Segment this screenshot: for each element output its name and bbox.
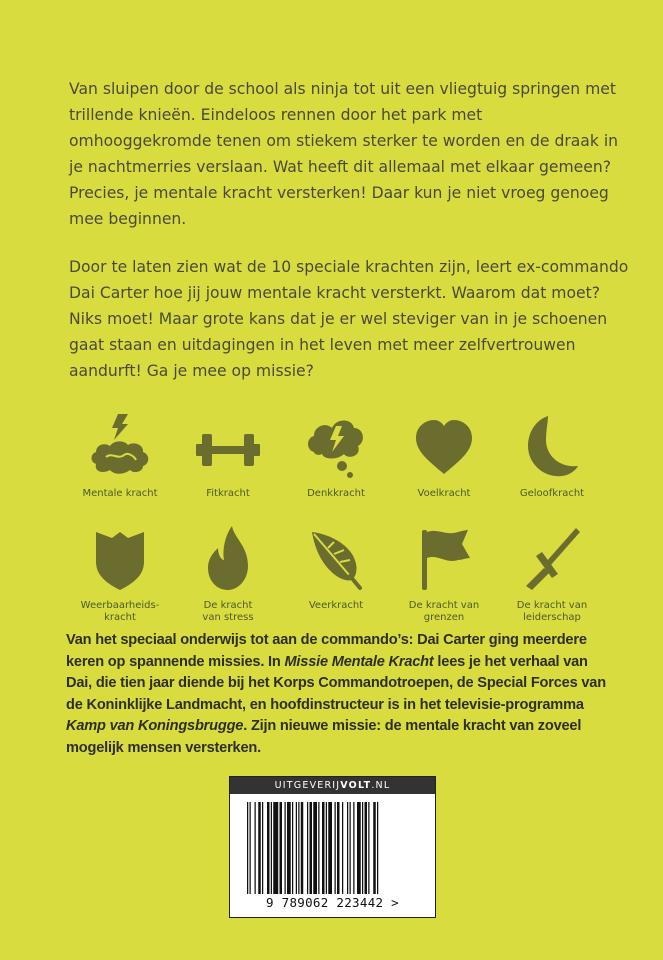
isbn-number: 9 789062 223442 > [265, 895, 400, 910]
barcode-bar [273, 802, 278, 894]
barcode-bar [342, 802, 343, 894]
barcode-bar [284, 802, 285, 894]
barcode-bar [325, 802, 326, 894]
barcode-bar [318, 802, 319, 894]
power-label: De kracht van grenzen [408, 600, 480, 623]
publisher-prefix: UITGEVERIJ [274, 780, 341, 791]
barcode-bar [258, 802, 261, 894]
publisher-suffix: .NL [371, 780, 391, 791]
barcode-bar [364, 802, 367, 894]
publisher-banner [230, 777, 435, 794]
power-label: De kracht van stress [202, 600, 254, 623]
barcode-bar [322, 802, 325, 894]
barcode-bar [267, 802, 270, 894]
power-veerkracht [282, 524, 390, 626]
feather-icon [304, 524, 368, 592]
barcode-bar [357, 802, 361, 894]
power-label: Denkkracht [307, 488, 365, 499]
power-label: Voelkracht [417, 488, 471, 499]
powers-grid [66, 412, 606, 626]
barcode-bar [249, 802, 250, 894]
tv-program-title: Kamp van Koningsbrugge [66, 718, 244, 735]
barcode-bar [349, 802, 350, 894]
dumbbell-icon [196, 412, 260, 480]
book-title: Missie Mentale Kracht [284, 653, 434, 670]
power-label: De kracht van leiderschap [516, 600, 588, 623]
flame-icon [196, 524, 260, 592]
barcode-bar [337, 802, 340, 894]
power-mentale-kracht [66, 412, 174, 514]
power-label: Weerbaarheids- kracht [80, 600, 160, 623]
barcode-bar [287, 802, 291, 894]
heart-icon [412, 412, 476, 480]
power-voelkracht [390, 412, 498, 514]
barcode-bar [279, 802, 282, 894]
barcode-bar [377, 802, 378, 894]
isbn-barcode-box [229, 776, 436, 918]
moon-icon [520, 412, 584, 480]
power-label: Fitkracht [206, 488, 250, 499]
power-geloofkracht [498, 412, 606, 514]
sword-icon [520, 524, 584, 592]
power-label: Mentale kracht [82, 488, 158, 499]
barcode-bar [328, 802, 332, 894]
barcode-bar [254, 802, 255, 894]
power-kracht-van-stress [174, 524, 282, 626]
power-weerbaarheidskracht [66, 524, 174, 626]
barcode-bar [307, 802, 308, 894]
barcode-bar [309, 802, 312, 894]
barcode-bar [362, 802, 363, 894]
barcode-bar [368, 802, 369, 894]
thought-cloud-icon [304, 412, 368, 480]
barcode-bars [243, 802, 423, 894]
flag-icon [412, 524, 476, 592]
publisher-name: VOLT [340, 780, 372, 791]
barcode-bar [270, 802, 271, 894]
barcode-bar [262, 802, 263, 894]
power-label: Geloofkracht [519, 488, 585, 499]
shield-icon [88, 524, 152, 592]
blurb-text-1: Van het speciaal onderwijs tot aan de commando’s: Dai Carter ging meerdere keren op spannende missies. In [66, 632, 587, 670]
power-kracht-van-leiderschap [498, 524, 606, 626]
intro-paragraph-1: Van sluipen door de school als ninja tot uit een vliegtuig springen met trillende knieën. Eindeloos rennen door het park met omhooggekromde tenen om stiekem sterker te worden en de draak in je nachtmerries verslaan. Wat heeft dit allemaal met elkaar gemeen? Precies, je mentale kracht versterken! Daar kun je niet vroeg genoeg mee beginnen. [69, 80, 619, 228]
barcode-bar [298, 802, 299, 894]
barcode-bar [247, 802, 248, 894]
brain-lightning-icon [88, 412, 152, 480]
power-label: Veerkracht [308, 600, 364, 611]
blurb-text-2: lees je het verhaal van Dai, die tien jaar diende bij het Korps Commandotroepen, de Special Forces van de Koninklijke Landmacht, en hoofdinstructeur is in het televisie-programma [66, 653, 606, 713]
back-cover-blurb [66, 630, 616, 760]
barcode-bar [313, 802, 317, 894]
blurb-text-3: . Zijn nieuwe missie: de mentale kracht van zoveel mogelijk mensen versterken. [66, 718, 582, 756]
power-kracht-van-grenzen [390, 524, 498, 626]
barcode-bar [347, 802, 348, 894]
intro-paragraph-2: Door te laten zien wat de 10 speciale krachten zijn, leert ex-commando Dai Carter hoe jij jouw mentale kracht versterkt. Waarom dat moet? Niks moet! Maar grote kans dat je er wel steviger van in je schoenen gaat staan en uitdagingen in het leven met meer zelfvertrouwen aandurft! Ga je mee op missie? [69, 258, 629, 380]
power-fitkracht [174, 412, 282, 514]
power-denkkracht [282, 412, 390, 514]
barcode-bar [295, 802, 296, 894]
barcode-bar [300, 802, 303, 894]
barcode-bar [334, 802, 335, 894]
barcode-bar [292, 802, 293, 894]
barcode-bar [353, 802, 354, 894]
intro-text [69, 76, 629, 406]
barcode-bar [373, 802, 376, 894]
